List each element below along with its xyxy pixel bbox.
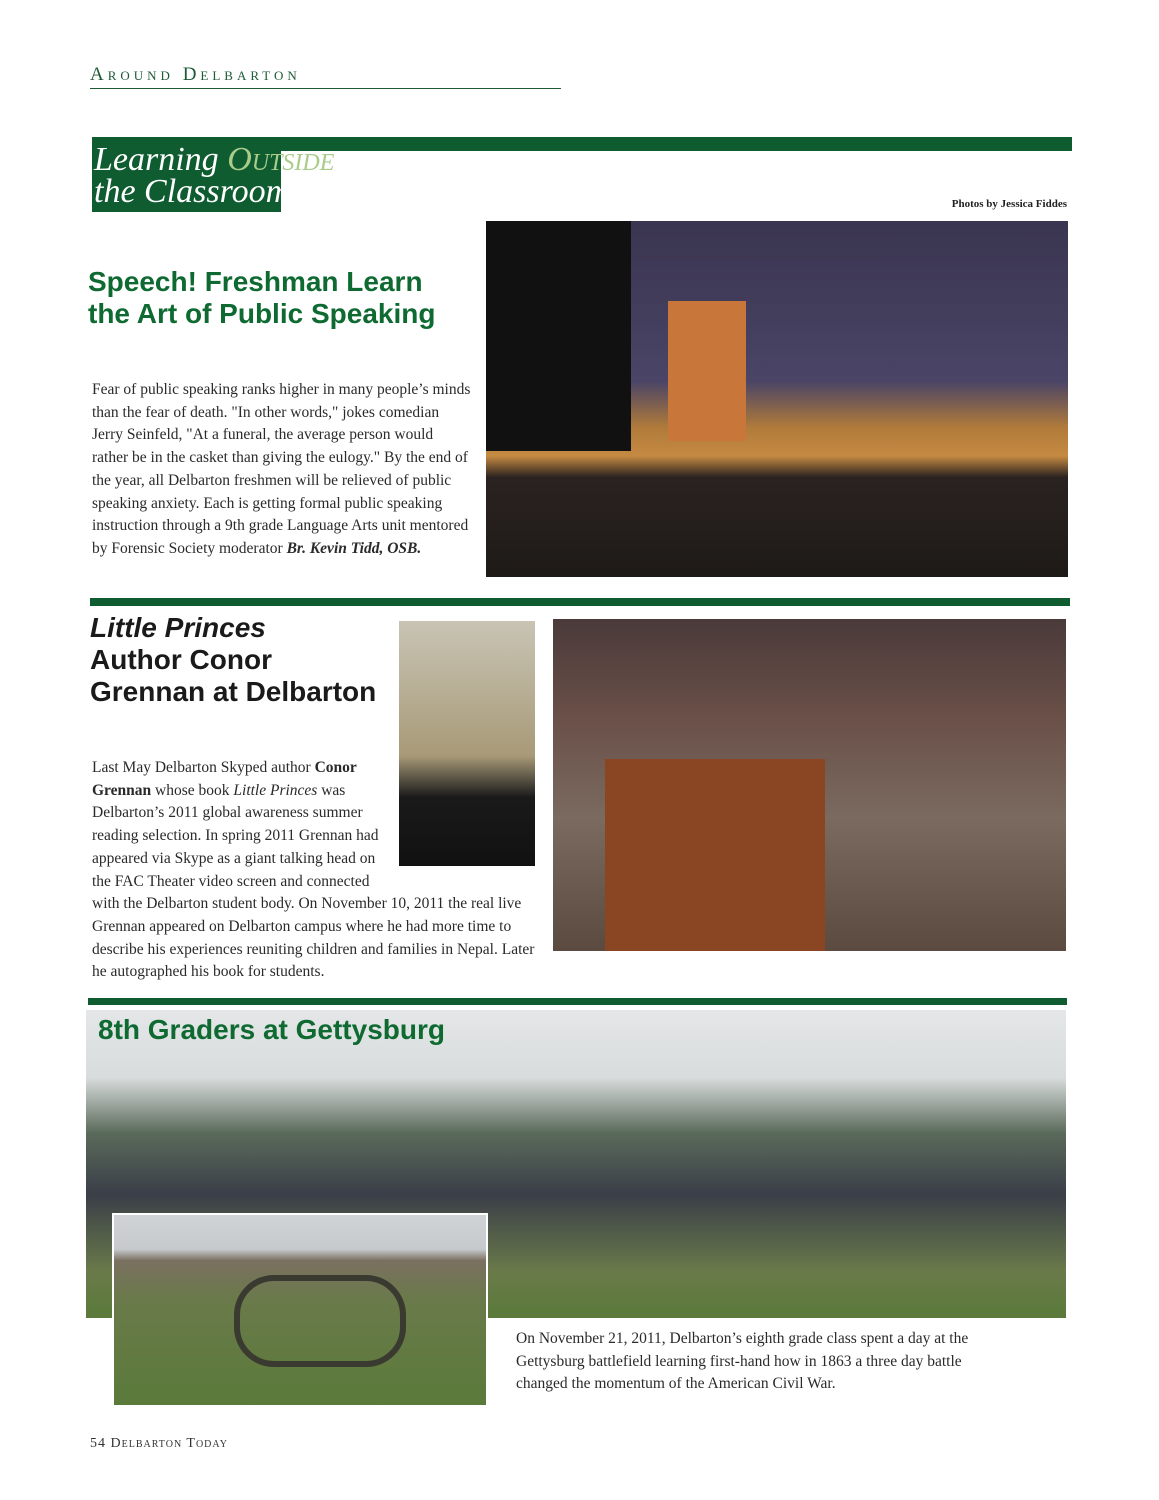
text: whose book [151, 781, 234, 799]
heading-italic: Little Princes [90, 612, 266, 643]
stage-wing [486, 221, 631, 451]
title-part: the Classroom [94, 173, 291, 210]
page-footer [90, 1436, 228, 1452]
text: was Delbarton’s 2011 global awareness summer reading selection. In spring 2011 Grennan had appeared via Skype as a giant talking head on the FAC Theater video screen and connected with the Delbarton student body. On November 10, 2011 the real live Grennan appeared on Delbarton campus where he had more time to describe his experiences reuniting children and families in Nepal. Later he autographed his book for students. [92, 781, 535, 981]
photo-credit: Photos by Jessica Fiddes [951, 198, 1067, 210]
divider [90, 598, 1070, 606]
cannon [234, 1275, 406, 1367]
article1-bold-name: Br. Kevin Tidd, OSB. [286, 539, 422, 557]
heading-rest: Author Conor Grennan at Delbarton [90, 644, 377, 707]
article1-heading: Speech! Freshman Learn the Art of Public Speaking [88, 266, 436, 329]
section-label: Around Delbarton [90, 64, 301, 85]
publication-name: Delbarton Today [110, 1436, 228, 1451]
article1-body [92, 379, 472, 561]
divider [88, 998, 1067, 1005]
author-name: Conor Grennan [92, 759, 357, 799]
photo-author-podium [553, 619, 1066, 951]
title-highlight: Outside [227, 141, 335, 178]
photo-cannon [112, 1213, 488, 1407]
article2-heading [90, 612, 390, 708]
book-title: Little Princes [233, 781, 318, 799]
article3-caption: On November 21, 2011, Delbarton’s eighth grade class spent a day at the Gettysburg battlefield learning first-hand how in 1863 a three day battle changed the momentum of the American Civil War. [516, 1330, 969, 1393]
podium [668, 301, 746, 441]
podium [605, 759, 825, 951]
page-number: 54 [90, 1436, 106, 1451]
article2-body [92, 757, 540, 984]
text-wrap-spacer [390, 757, 540, 882]
page-title [94, 141, 335, 210]
text: Last May Delbarton Skyped author [92, 759, 315, 776]
article1-text: Fear of public speaking ranks higher in many people’s minds than the fear of death. "In other words," jokes comedian Jerry Seinfeld, "At a funeral, the average person would rather be in the casket than giving the eulogy." By the end of the year, all Delbarton freshmen will be relieved of public speaking anxiety. Each is getting formal public speaking instruction through a 9th grade Language Arts unit mentored by Forensic Society moderator [92, 381, 471, 557]
section-rule [90, 88, 561, 89]
photo-public-speaking [486, 221, 1068, 577]
title-part: Learning [94, 141, 228, 178]
article3-heading: 8th Graders at Gettysburg [98, 1014, 445, 1045]
